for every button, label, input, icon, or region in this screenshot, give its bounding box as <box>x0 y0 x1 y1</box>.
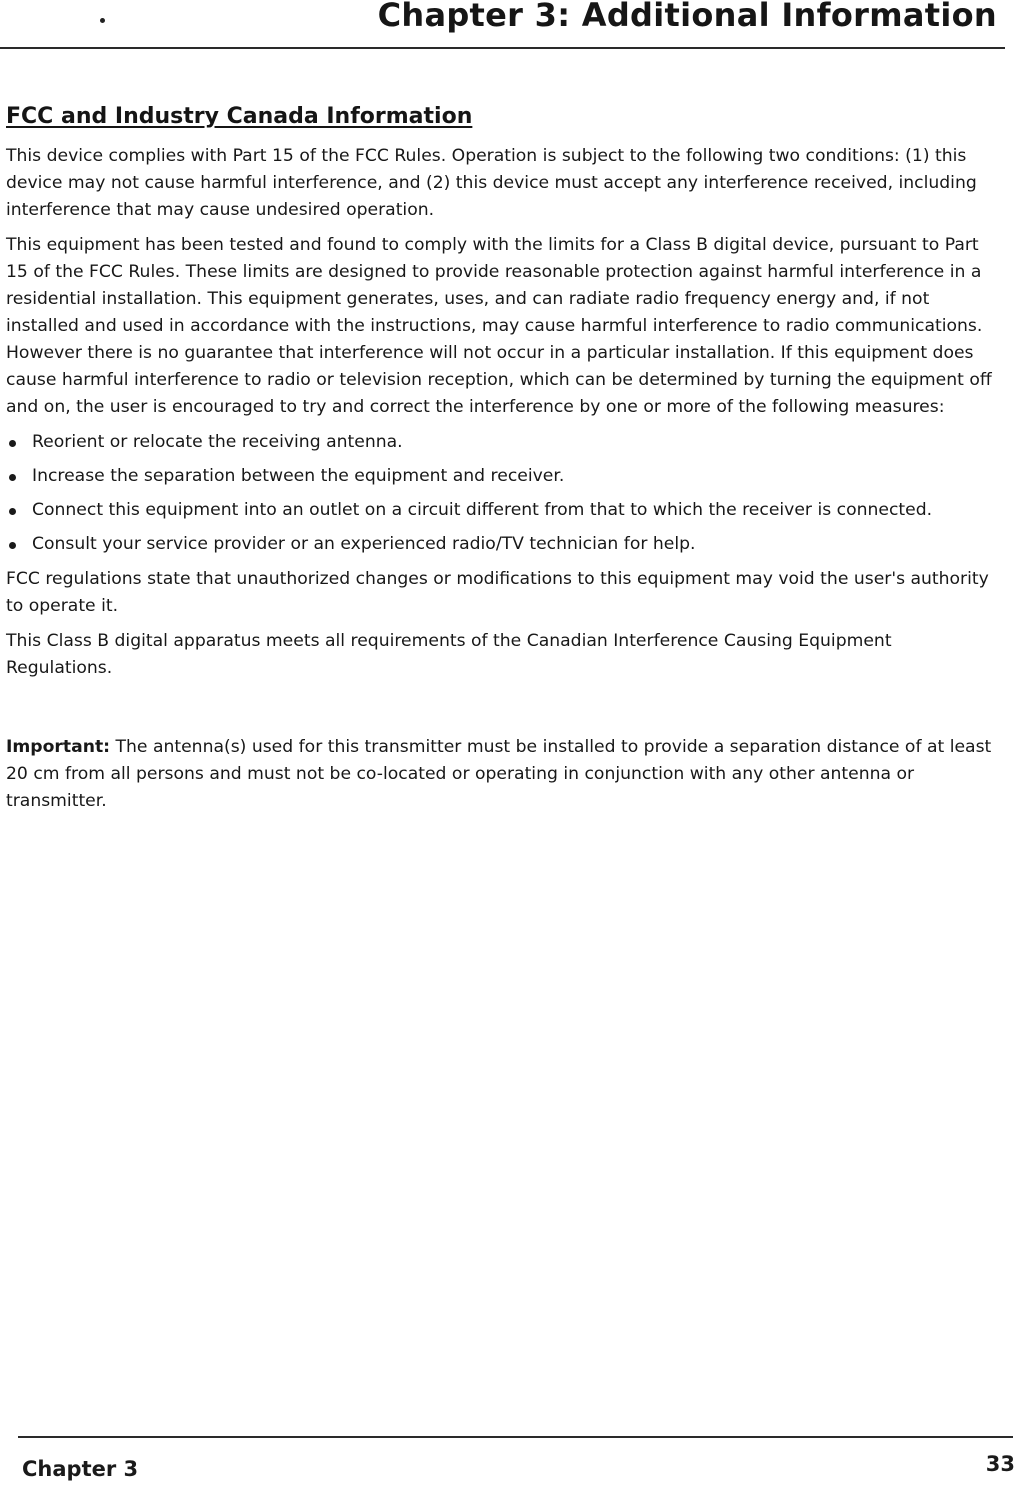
paragraph-canadian-regulations: This Class B digital apparatus meets all requirements of the Canadian Interference Causing Equipment Regulations. <box>6 631 892 678</box>
footer-chapter-label: Chapter 3 <box>22 1457 139 1481</box>
list-item-text: Reorient or relocate the receiving antenna. <box>32 432 403 452</box>
header-dot <box>100 18 105 23</box>
bullet-icon <box>9 474 16 481</box>
paragraph-class-b-limits: This equipment has been tested and found to comply with the limits for a Class B digital device, pursuant to Part 15 of the FCC Rules. These limits are designed to provide reasonable protection against harmful interference in a residential installation. This equipment generates, uses, and can radiate radio frequency energy and, if not installed and used in accordance with the instructions, may cause harmful interference to radio communications. However there is no guarantee that interference will not occur in a particular installation. If this equipment does cause harmful interference to radio or television reception, which can be determined by turning the equipment off and on, the user is encouraged to try and correct the interference by one or more of the following measures: <box>6 235 992 417</box>
paragraph-compliance: This device complies with Part 15 of the FCC Rules. Operation is subject to the following two conditions: (1) this device may not cause harmful interference, and (2) this device must accept any interference received, including interference that may cause undesired operation. <box>6 146 977 220</box>
list-item <box>6 531 1001 558</box>
main-content <box>6 104 1001 823</box>
paragraph-fcc-regulations: FCC regulations state that unauthorized changes or modifications to this equipment may void the user's authority to operate it. <box>6 569 989 616</box>
list-item <box>6 497 1001 524</box>
important-notice <box>6 734 1001 815</box>
header-rule <box>0 47 1005 49</box>
important-label: Important: <box>6 737 111 757</box>
footer-rule <box>18 1436 1013 1438</box>
section-title: FCC and Industry Canada Information <box>6 104 473 129</box>
list-item-text: Consult your service provider or an experienced radio/TV technician for help. <box>32 534 696 554</box>
list-item-text: Increase the separation between the equipment and receiver. <box>32 466 565 486</box>
list-item-text: Connect this equipment into an outlet on a circuit different from that to which the receiver is connected. <box>32 500 933 520</box>
important-text: The antenna(s) used for this transmitter must be installed to provide a separation distance of at least 20 cm from all persons and must not be co-located or operating in conjunction with any other antenna or transmitter. <box>6 737 992 811</box>
list-item <box>6 429 1001 456</box>
page-number: 33 <box>985 1452 1015 1476</box>
list-item <box>6 463 1001 490</box>
bullet-icon <box>9 508 16 515</box>
chapter-title: Chapter 3: Additional Information <box>377 0 997 34</box>
bullet-icon <box>9 542 16 549</box>
measures-list <box>6 429 1001 558</box>
bullet-icon <box>9 440 16 447</box>
